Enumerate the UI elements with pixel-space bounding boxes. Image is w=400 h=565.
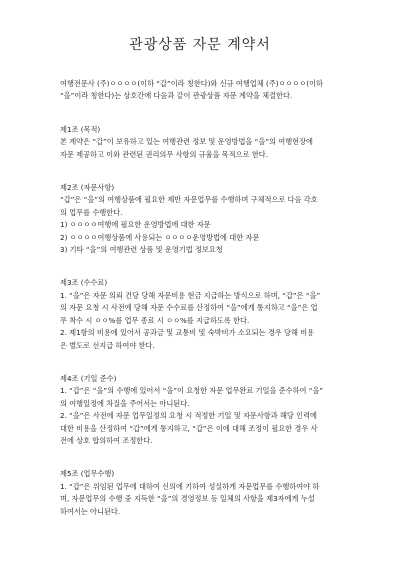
article-line: 2. 제1항의 비용에 있어서 공과금 및 교통비 및 숙박비가 소요되는 경우 당해 비용	[60, 328, 315, 338]
article-heading: 제4조 (기일 준수)	[60, 373, 117, 383]
article-heading: 제1조 (목적)	[60, 124, 101, 134]
article-5	[60, 468, 340, 518]
document-title: 관광상품 자문 계약서	[129, 37, 271, 53]
intro-line: 여행전문사 (주)ㅇㅇㅇㅇ(이하 “갑”이라 칭한다)와 신규 여행업체 (주)ㅇㅇㅇㅇ(이하	[60, 79, 323, 88]
article-heading: 제5조 (업무수행)	[60, 469, 115, 479]
article-line: 대한 비용을 산정하여 “갑”에게 통지하고, “갑”은 이에 대해 조정이 필요한 경우 사	[60, 423, 318, 433]
article-3	[60, 277, 340, 351]
article-line: 무 착수 시 ㅇㅇ%를 업무 종료 시 ㅇㅇ%를 지급하도록 한다.	[60, 315, 250, 325]
intro-line: “을”이라 칭한다)는 상호간에 다음과 같이 관광상품 자문 계약을 체결한다.	[60, 91, 293, 101]
article-line: 은 별도로 선지급 하여야 한다.	[60, 340, 155, 350]
article-line: 의 자문 요청 시 사전에 당해 자문 수수료를 산정하여 “을”에게 통지하고 “을”은 업	[60, 303, 318, 313]
article-2	[60, 182, 340, 256]
article-line: 1) ㅇㅇㅇㅇ여행에 필요한 운영방법에 대한 자문	[60, 220, 211, 230]
article-line: 1. “갑”은 “을”의 수행에 있어서 “을”이 요청한 자문 업무완료 기일을 준수하여 “을”	[60, 386, 324, 396]
article-line: 본 계약은 “갑”이 보유하고 있는 여행관련 정보 및 운영방법을 “을”의 여행현장에	[60, 137, 313, 147]
article-line: 의 업무를 수행한다.	[60, 207, 123, 217]
article-4	[60, 373, 340, 447]
article-line: 2. “을”은 사전에 자문 업무일정의 요청 시 적정한 기일 및 자문사항과 해당 인력에	[60, 411, 317, 421]
article-heading: 제2조 (자문사항)	[60, 183, 115, 193]
article-1	[60, 124, 340, 161]
article-line: 전에 상호 합의하여 조정한다.	[60, 435, 153, 445]
article-line: 2) ㅇㅇㅇㅇ여행상품에 사용되는 ㅇㅇㅇㅇ운영방법에 대한 자문	[60, 232, 260, 242]
article-line: 의 여행일정에 차질을 주어서는 아니된다.	[60, 398, 190, 408]
article-line: 1. “을”은 자문 의뢰 건당 당해 자문비용 현금 지급하는 방식으로 하며, “갑”은 “을”	[60, 290, 321, 300]
article-line: 3) 기타 “을”의 여행관련 상품 및 운영기법 정보요청	[60, 245, 223, 255]
intro-paragraph	[60, 78, 340, 103]
article-line: 자문 제공하고 이와 관련된 권리의무 사항의 규율을 목적으로 한다.	[60, 149, 269, 159]
article-line: 며, 자문업무의 수행 중 지득한 “을”의 경영정보 등 일체의 사항을 제3자에게 누설	[60, 494, 315, 504]
article-heading: 제3조 (수수료)	[60, 278, 108, 288]
article-line: 1. “갑”은 위임된 업무에 대하여 신의에 기하여 성실하게 자문업무를 수행하여야 하	[60, 481, 320, 491]
article-line: “갑”은 “을”의 여행상품에 필요한 제반 자문업무를 수행하며 구체적으로 다음 각호	[60, 195, 318, 205]
article-line: 하여서는 아니된다.	[60, 506, 121, 516]
